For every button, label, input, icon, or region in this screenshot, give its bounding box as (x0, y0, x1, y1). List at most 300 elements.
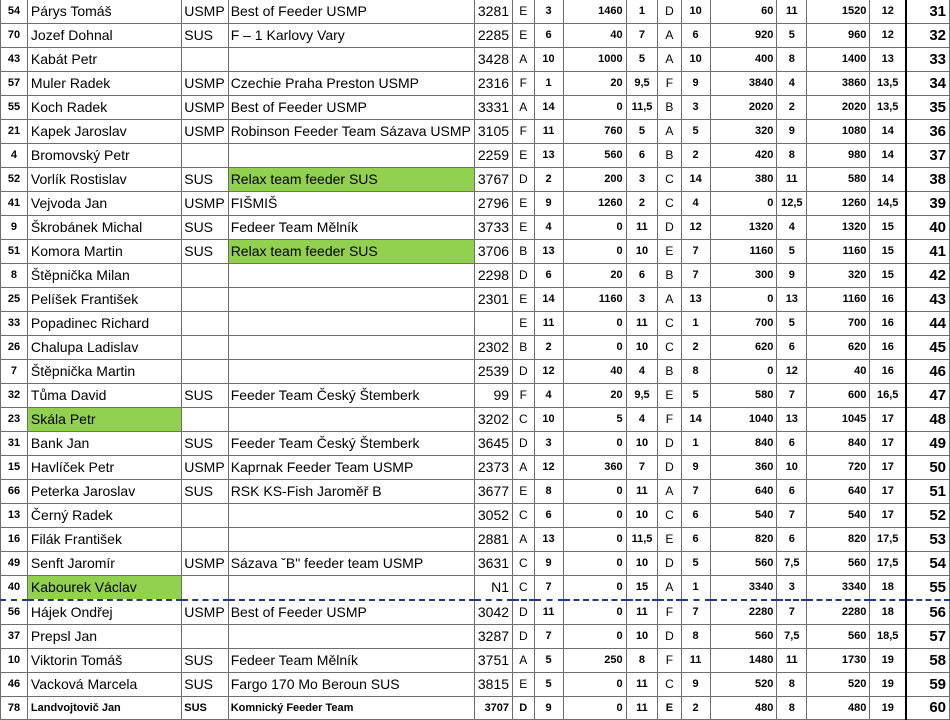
table-row (1, 673, 950, 697)
start-number-cell: 66 (1, 480, 28, 504)
table-row (1, 336, 950, 360)
total-points-cell: 17 (870, 456, 906, 480)
round2-points-cell: 11 (777, 649, 807, 673)
total-weight-cell: 1160 (807, 288, 870, 312)
club-cell (182, 504, 228, 528)
round1-peg-cell: 12 (534, 456, 563, 480)
round1-weight-cell: 560 (563, 144, 626, 168)
total-weight-cell: 560 (807, 625, 870, 649)
round1-points-cell: 4 (626, 408, 658, 432)
round1-points-cell: 10 (626, 240, 658, 264)
team-name-cell: Sázava ˇB" feeder team USMP (228, 552, 474, 576)
club-cell: SUS (182, 697, 228, 720)
round2-points-cell: 7 (777, 504, 807, 528)
competitor-name-cell: Viktorin Tomáš (27, 649, 181, 673)
round2-peg-cell: 1 (681, 432, 710, 456)
round2-peg-cell: 10 (681, 48, 710, 72)
rank-cell: 45 (906, 336, 949, 360)
round2-weight-cell: 1480 (710, 649, 777, 673)
round1-peg-cell: 2 (534, 336, 563, 360)
total-points-cell: 16,5 (870, 384, 906, 408)
team-name-cell: Feeder Team Český Štemberk (228, 432, 474, 456)
competitor-name-cell: Komora Martin (27, 240, 181, 264)
club-cell: SUS (182, 673, 228, 697)
total-weight-cell: 1160 (807, 240, 870, 264)
round1-weight-cell: 0 (563, 432, 626, 456)
total-points-cell: 13 (870, 48, 906, 72)
round2-sector-cell: E (658, 528, 681, 552)
club-cell (182, 528, 228, 552)
start-number-cell: 31 (1, 432, 28, 456)
round1-points-cell: 7 (626, 456, 658, 480)
round1-points-cell: 10 (626, 432, 658, 456)
round2-sector-cell: C (658, 504, 681, 528)
round1-weight-cell: 200 (563, 168, 626, 192)
round1-peg-cell: 11 (534, 120, 563, 144)
rank-cell: 42 (906, 264, 949, 288)
round2-weight-cell: 2280 (710, 600, 777, 625)
table-row (1, 96, 950, 120)
start-number-cell: 25 (1, 288, 28, 312)
club-cell (182, 336, 228, 360)
round1-sector-cell: C (513, 504, 534, 528)
table-row (1, 456, 950, 480)
rank-cell: 58 (906, 649, 949, 673)
rank-cell: 51 (906, 480, 949, 504)
round1-sector-cell: F (513, 120, 534, 144)
club-cell: SUS (182, 240, 228, 264)
round2-weight-cell: 1160 (710, 240, 777, 264)
round1-weight-cell: 20 (563, 264, 626, 288)
round2-peg-cell: 5 (681, 552, 710, 576)
round1-weight-cell: 760 (563, 120, 626, 144)
round1-points-cell: 8 (626, 649, 658, 673)
round1-peg-cell: 1 (534, 72, 563, 96)
rank-cell: 35 (906, 96, 949, 120)
round1-points-cell: 5 (626, 48, 658, 72)
rank-cell: 56 (906, 600, 949, 625)
team-name-cell: Fedeer Team Mělník (228, 649, 474, 673)
table-row (1, 240, 950, 264)
total-points-cell: 13,5 (870, 96, 906, 120)
round2-sector-cell: E (658, 697, 681, 720)
round1-sector-cell: D (513, 432, 534, 456)
rank-cell: 43 (906, 288, 949, 312)
rank-cell: 33 (906, 48, 949, 72)
table-row (1, 360, 950, 384)
rank-cell: 60 (906, 697, 949, 720)
round2-points-cell: 8 (777, 144, 807, 168)
total-points-cell: 17 (870, 480, 906, 504)
round1-weight-cell: 0 (563, 625, 626, 649)
start-number-cell: 10 (1, 649, 28, 673)
competitor-name-cell: Senft Jaromír (27, 552, 181, 576)
round1-points-cell: 11 (626, 673, 658, 697)
team-name-cell: Kaprnak Feeder Team USMP (228, 456, 474, 480)
total-weight-cell: 720 (807, 456, 870, 480)
license-cell: 3645 (474, 432, 512, 456)
round2-weight-cell: 400 (710, 48, 777, 72)
rank-cell: 37 (906, 144, 949, 168)
round2-sector-cell: B (658, 360, 681, 384)
start-number-cell: 8 (1, 264, 28, 288)
total-points-cell: 12 (870, 0, 906, 24)
club-cell (182, 408, 228, 432)
total-points-cell: 17 (870, 432, 906, 456)
start-number-cell: 23 (1, 408, 28, 432)
total-weight-cell: 620 (807, 336, 870, 360)
competitor-name-cell: Tůma David (27, 384, 181, 408)
rank-cell: 52 (906, 504, 949, 528)
round2-points-cell: 2 (777, 96, 807, 120)
table-row (1, 432, 950, 456)
total-points-cell: 15 (870, 216, 906, 240)
round1-peg-cell: 4 (534, 216, 563, 240)
license-cell: 2301 (474, 288, 512, 312)
total-weight-cell: 2020 (807, 96, 870, 120)
round1-sector-cell: A (513, 48, 534, 72)
start-number-cell: 37 (1, 625, 28, 649)
round1-sector-cell: C (513, 408, 534, 432)
start-number-cell: 57 (1, 72, 28, 96)
competitor-name-cell: Jozef Dohnal (27, 24, 181, 48)
rank-cell: 50 (906, 456, 949, 480)
round2-weight-cell: 1040 (710, 408, 777, 432)
license-cell: 2316 (474, 72, 512, 96)
total-weight-cell: 320 (807, 264, 870, 288)
rank-cell: 55 (906, 576, 949, 601)
round1-points-cell: 11 (626, 600, 658, 625)
round1-sector-cell: E (513, 480, 534, 504)
round1-peg-cell: 7 (534, 625, 563, 649)
competitor-name-cell: Kapek Jaroslav (27, 120, 181, 144)
total-weight-cell: 560 (807, 552, 870, 576)
round2-sector-cell: A (658, 576, 681, 601)
round1-sector-cell: E (513, 192, 534, 216)
round2-points-cell: 7,5 (777, 625, 807, 649)
total-points-cell: 17 (870, 408, 906, 432)
rank-cell: 59 (906, 673, 949, 697)
round2-peg-cell: 8 (681, 360, 710, 384)
start-number-cell: 41 (1, 192, 28, 216)
round2-peg-cell: 3 (681, 96, 710, 120)
club-cell: USMP (182, 120, 228, 144)
round1-weight-cell: 0 (563, 697, 626, 720)
round2-peg-cell: 2 (681, 336, 710, 360)
round2-weight-cell: 640 (710, 480, 777, 504)
round2-sector-cell: B (658, 264, 681, 288)
round2-sector-cell: F (658, 408, 681, 432)
round2-sector-cell: C (658, 673, 681, 697)
license-cell: 3105 (474, 120, 512, 144)
round2-weight-cell: 0 (710, 192, 777, 216)
round1-sector-cell: E (513, 312, 534, 336)
license-cell: 3052 (474, 504, 512, 528)
round2-points-cell: 7 (777, 600, 807, 625)
round2-peg-cell: 9 (681, 72, 710, 96)
license-cell: 3287 (474, 625, 512, 649)
total-points-cell: 12 (870, 24, 906, 48)
round1-sector-cell: E (513, 24, 534, 48)
license-cell: 2539 (474, 360, 512, 384)
start-number-cell: 54 (1, 0, 28, 24)
total-weight-cell: 580 (807, 168, 870, 192)
team-name-cell: Best of Feeder USMP (228, 600, 474, 625)
start-number-cell: 55 (1, 96, 28, 120)
total-weight-cell: 700 (807, 312, 870, 336)
round2-sector-cell: C (658, 312, 681, 336)
round1-sector-cell: D (513, 600, 534, 625)
team-name-cell (228, 264, 474, 288)
round2-weight-cell: 840 (710, 432, 777, 456)
start-number-cell: 46 (1, 673, 28, 697)
rank-cell: 48 (906, 408, 949, 432)
round1-sector-cell: C (513, 576, 534, 601)
round1-peg-cell: 13 (534, 528, 563, 552)
team-name-cell: Robinson Feeder Team Sázava USMP (228, 120, 474, 144)
round1-sector-cell: D (513, 264, 534, 288)
round2-points-cell: 13 (777, 288, 807, 312)
round2-weight-cell: 420 (710, 144, 777, 168)
round2-points-cell: 6 (777, 480, 807, 504)
team-name-cell: RSK KS-Fish Jaroměř B (228, 480, 474, 504)
total-points-cell: 16 (870, 312, 906, 336)
license-cell: 3707 (474, 697, 512, 720)
round2-points-cell: 5 (777, 24, 807, 48)
round2-peg-cell: 9 (681, 673, 710, 697)
total-weight-cell: 600 (807, 384, 870, 408)
round2-points-cell: 5 (777, 312, 807, 336)
round2-sector-cell: C (658, 192, 681, 216)
total-weight-cell: 540 (807, 504, 870, 528)
round1-points-cell: 10 (626, 336, 658, 360)
team-name-cell: Best of Feeder USMP (228, 0, 474, 24)
table-row (1, 0, 950, 24)
license-cell: 2285 (474, 24, 512, 48)
rank-cell: 40 (906, 216, 949, 240)
round2-weight-cell: 380 (710, 168, 777, 192)
total-weight-cell: 520 (807, 673, 870, 697)
license-cell: 2881 (474, 528, 512, 552)
round1-points-cell: 5 (626, 120, 658, 144)
round1-weight-cell: 40 (563, 360, 626, 384)
club-cell: SUS (182, 480, 228, 504)
round2-sector-cell: E (658, 384, 681, 408)
total-weight-cell: 3340 (807, 576, 870, 601)
round2-points-cell: 12,5 (777, 192, 807, 216)
rank-cell: 32 (906, 24, 949, 48)
competitor-name-cell: Párys Tomáš (27, 0, 181, 24)
round1-peg-cell: 13 (534, 240, 563, 264)
license-cell: 3428 (474, 48, 512, 72)
total-weight-cell: 980 (807, 144, 870, 168)
table-row (1, 600, 950, 625)
license-cell: 3331 (474, 96, 512, 120)
round1-peg-cell: 5 (534, 673, 563, 697)
round1-sector-cell: E (513, 216, 534, 240)
team-name-cell: Komnický Feeder Team (228, 697, 474, 720)
round1-weight-cell: 1460 (563, 0, 626, 24)
round1-peg-cell: 5 (534, 649, 563, 673)
total-points-cell: 19 (870, 697, 906, 720)
round1-sector-cell: E (513, 288, 534, 312)
rank-cell: 47 (906, 384, 949, 408)
team-name-cell: FIŠMIŠ (228, 192, 474, 216)
round1-weight-cell: 0 (563, 480, 626, 504)
rank-cell: 31 (906, 0, 949, 24)
round2-points-cell: 10 (777, 456, 807, 480)
table-row (1, 72, 950, 96)
round2-weight-cell: 0 (710, 360, 777, 384)
table-row (1, 192, 950, 216)
license-cell: 3767 (474, 168, 512, 192)
round2-points-cell: 12 (777, 360, 807, 384)
round2-sector-cell: F (658, 649, 681, 673)
round1-sector-cell: F (513, 384, 534, 408)
round1-weight-cell: 0 (563, 528, 626, 552)
club-cell: SUS (182, 168, 228, 192)
competitor-name-cell: Bromovský Petr (27, 144, 181, 168)
start-number-cell: 13 (1, 504, 28, 528)
round1-points-cell: 15 (626, 576, 658, 601)
competitor-name-cell: Škrobánek Michal (27, 216, 181, 240)
round1-sector-cell: A (513, 528, 534, 552)
round1-sector-cell: D (513, 168, 534, 192)
club-cell: SUS (182, 649, 228, 673)
license-cell: 3706 (474, 240, 512, 264)
total-points-cell: 18,5 (870, 625, 906, 649)
club-cell: SUS (182, 384, 228, 408)
rank-cell: 46 (906, 360, 949, 384)
total-points-cell: 14 (870, 144, 906, 168)
team-name-cell: Relax team feeder SUS (228, 240, 474, 264)
competitor-name-cell: Pelíšek František (27, 288, 181, 312)
round1-weight-cell: 20 (563, 384, 626, 408)
results-rows (1, 0, 950, 720)
round1-points-cell: 7 (626, 24, 658, 48)
total-weight-cell: 640 (807, 480, 870, 504)
competitor-name-cell: Černý Radek (27, 504, 181, 528)
round1-weight-cell: 1160 (563, 288, 626, 312)
round1-peg-cell: 14 (534, 288, 563, 312)
table-row (1, 168, 950, 192)
club-cell: USMP (182, 600, 228, 625)
round1-points-cell: 10 (626, 504, 658, 528)
round1-weight-cell: 0 (563, 673, 626, 697)
club-cell (182, 48, 228, 72)
round1-sector-cell: B (513, 240, 534, 264)
competitor-name-cell: Prepsl Jan (27, 625, 181, 649)
license-cell: 3631 (474, 552, 512, 576)
start-number-cell: 40 (1, 576, 28, 601)
round2-peg-cell: 12 (681, 216, 710, 240)
round1-weight-cell: 0 (563, 216, 626, 240)
round2-sector-cell: D (658, 0, 681, 24)
round1-sector-cell: D (513, 697, 534, 720)
round2-weight-cell: 560 (710, 625, 777, 649)
round1-points-cell: 11 (626, 312, 658, 336)
round1-points-cell: 10 (626, 552, 658, 576)
start-number-cell: 7 (1, 360, 28, 384)
round1-peg-cell: 4 (534, 384, 563, 408)
club-cell: USMP (182, 96, 228, 120)
round1-points-cell: 11,5 (626, 528, 658, 552)
round1-weight-cell: 250 (563, 649, 626, 673)
round1-peg-cell: 8 (534, 480, 563, 504)
table-row (1, 144, 950, 168)
round2-points-cell: 8 (777, 48, 807, 72)
round1-peg-cell: 7 (534, 576, 563, 601)
round2-sector-cell: A (658, 24, 681, 48)
round1-peg-cell: 13 (534, 144, 563, 168)
license-cell: 3281 (474, 0, 512, 24)
round2-weight-cell: 3340 (710, 576, 777, 601)
round2-peg-cell: 5 (681, 384, 710, 408)
table-row (1, 408, 950, 432)
round2-points-cell: 9 (777, 264, 807, 288)
total-weight-cell: 1045 (807, 408, 870, 432)
round2-sector-cell: D (658, 625, 681, 649)
round2-weight-cell: 0 (710, 288, 777, 312)
round1-peg-cell: 11 (534, 312, 563, 336)
round2-weight-cell: 540 (710, 504, 777, 528)
competitor-name-cell: Peterka Jaroslav (27, 480, 181, 504)
round2-weight-cell: 2020 (710, 96, 777, 120)
round2-points-cell: 4 (777, 72, 807, 96)
team-name-cell (228, 144, 474, 168)
round2-sector-cell: A (658, 120, 681, 144)
rank-cell: 44 (906, 312, 949, 336)
round2-peg-cell: 6 (681, 528, 710, 552)
rank-cell: 36 (906, 120, 949, 144)
club-cell (182, 576, 228, 601)
license-cell: 99 (474, 384, 512, 408)
team-name-cell: F – 1 Karlovy Vary (228, 24, 474, 48)
competitor-name-cell: Havlíček Petr (27, 456, 181, 480)
team-name-cell (228, 48, 474, 72)
total-weight-cell: 820 (807, 528, 870, 552)
round1-points-cell: 1 (626, 0, 658, 24)
competitor-name-cell: Vacková Marcela (27, 673, 181, 697)
round2-sector-cell: C (658, 336, 681, 360)
club-cell (182, 312, 228, 336)
round1-points-cell: 4 (626, 360, 658, 384)
table-row (1, 312, 950, 336)
round2-points-cell: 11 (777, 0, 807, 24)
round2-sector-cell: A (658, 48, 681, 72)
table-row (1, 48, 950, 72)
team-name-cell (228, 336, 474, 360)
club-cell: SUS (182, 216, 228, 240)
round1-peg-cell: 12 (534, 360, 563, 384)
round2-peg-cell: 14 (681, 168, 710, 192)
license-cell: 3733 (474, 216, 512, 240)
round2-peg-cell: 2 (681, 144, 710, 168)
total-weight-cell: 1520 (807, 0, 870, 24)
round2-weight-cell: 620 (710, 336, 777, 360)
competitor-name-cell: Muler Radek (27, 72, 181, 96)
round2-peg-cell: 2 (681, 697, 710, 720)
round2-peg-cell: 14 (681, 408, 710, 432)
total-weight-cell: 1260 (807, 192, 870, 216)
round1-sector-cell: B (513, 336, 534, 360)
round2-weight-cell: 700 (710, 312, 777, 336)
team-name-cell (228, 360, 474, 384)
rank-cell: 41 (906, 240, 949, 264)
round1-peg-cell: 3 (534, 0, 563, 24)
table-row (1, 649, 950, 673)
round1-sector-cell: C (513, 552, 534, 576)
